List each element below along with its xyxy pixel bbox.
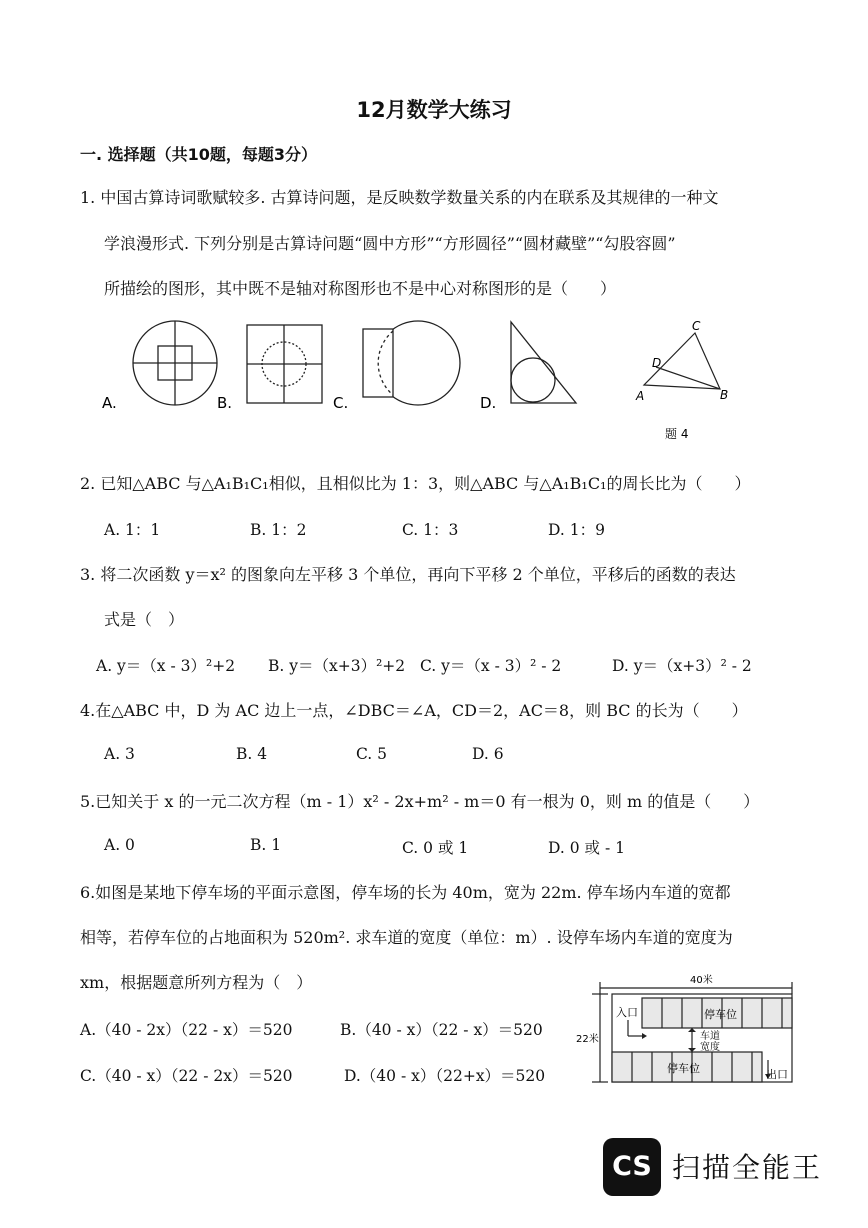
q3-option-d: D. y＝（x+3）² - 2 bbox=[612, 657, 752, 675]
section-heading: 一. 选择题（共10题，每题3分） bbox=[80, 145, 318, 164]
q6-option-a: A.（40 - 2x）（22 - x）＝520 bbox=[80, 1021, 293, 1039]
q3-option-a: A. y＝（x - 3）²+2 bbox=[96, 657, 236, 675]
figure-c-circle-wall bbox=[363, 321, 460, 405]
q1-line-2: 学浪漫形式. 下列分别是古算诗问题“圆中方形”“方形圆径”“圆材藏壁”“勾股容圆” bbox=[104, 234, 676, 253]
q2-option-a: A. 1：1 bbox=[104, 521, 161, 539]
q3-line-2: 式是（ ） bbox=[104, 610, 185, 629]
fig4-label-d: D bbox=[652, 356, 662, 370]
q3-option-b: B. y＝（x+3）²+2 bbox=[268, 657, 406, 675]
q1-option-d: D. bbox=[480, 394, 497, 412]
q5-stem: 5.已知关于 x 的一元二次方程（m - 1）x² - 2x+m² - m＝0 有一根为 0，则 m 的值是（ ） bbox=[80, 792, 760, 811]
parking-spot-label-bottom: 停车位 bbox=[667, 1062, 700, 1075]
fig4-label-c: C bbox=[692, 319, 701, 333]
page-title: 12月数学大练习 bbox=[356, 98, 512, 122]
q2-option-b: B. 1：2 bbox=[250, 521, 307, 539]
parking-entrance-label: 入口 bbox=[616, 1006, 638, 1019]
figure-a-circle-square bbox=[133, 321, 217, 405]
q1-option-a: A. bbox=[102, 394, 117, 412]
q2-stem: 2. 已知△ABC 与△A₁B₁C₁相似，且相似比为 1：3，则△ABC 与△A₁B₁C₁的周长比为（ ） bbox=[80, 474, 751, 493]
q4-option-c: C. 5 bbox=[356, 745, 388, 763]
q6-option-c: C.（40 - x）（22 - 2x）＝520 bbox=[80, 1067, 293, 1085]
q1-option-c: C. bbox=[333, 394, 349, 412]
parking-exit-label: 出口 bbox=[766, 1068, 788, 1081]
parking-lot-diagram bbox=[572, 968, 802, 1088]
q1-figures bbox=[96, 316, 746, 446]
q6-line-1: 6.如图是某地下停车场的平面示意图，停车场的长为 40m，宽为 22m. 停车场内车道的宽都 bbox=[80, 883, 731, 902]
q4-option-b: B. 4 bbox=[236, 745, 268, 763]
fig4-label-a: A bbox=[636, 389, 645, 403]
fig4-label-b: B bbox=[720, 388, 729, 402]
q4-option-d: D. 6 bbox=[472, 745, 504, 763]
q6-line-3: xm，根据题意所列方程为（ ） bbox=[80, 973, 313, 992]
q4-option-a: A. 3 bbox=[104, 745, 135, 763]
q3-line-1: 3. 将二次函数 y＝x² 的图象向左平移 3 个单位，再向下平移 2 个单位，平移后的函数的表达 bbox=[80, 565, 736, 584]
q2-option-c: C. 1：3 bbox=[402, 521, 459, 539]
q5-option-b: B. 1 bbox=[250, 836, 282, 854]
parking-width-label: 22米 bbox=[576, 1034, 599, 1045]
figure-b-square-circle bbox=[247, 325, 322, 403]
figure-d-triangle-circle bbox=[511, 322, 576, 403]
parking-lane-label-1: 车道 bbox=[700, 1031, 720, 1042]
q1-option-b: B. bbox=[217, 394, 233, 412]
q1-line-1: 1. 中国古算诗词歌赋较多. 古算诗问题，是反映数学数量关系的内在联系及其规律的一种文 bbox=[80, 188, 719, 207]
q4-stem: 4.在△ABC 中，D 为 AC 边上一点，∠DBC＝∠A，CD＝2，AC＝8，则 BC 的长为（ ） bbox=[80, 701, 748, 720]
parking-length-label: 40米 bbox=[690, 975, 713, 986]
q5-option-c: C. 0 或 1 bbox=[402, 839, 469, 857]
q5-option-d: D. 0 或 - 1 bbox=[548, 839, 625, 857]
fig4-caption: 题 4 bbox=[665, 427, 689, 441]
q5-option-a: A. 0 bbox=[104, 836, 135, 854]
q1-line-3: 所描绘的图形，其中既不是轴对称图形也不是中心对称图形的是（ ） bbox=[104, 279, 617, 298]
parking-lane-label-2: 宽度 bbox=[700, 1042, 720, 1053]
q2-option-d: D. 1：9 bbox=[548, 521, 605, 539]
q6-option-d: D.（40 - x）（22+x）＝520 bbox=[344, 1067, 546, 1085]
parking-spot-label-top: 停车位 bbox=[704, 1008, 737, 1021]
q6-option-b: B.（40 - x）（22 - x）＝520 bbox=[340, 1021, 543, 1039]
q6-line-2: 相等，若停车位的占地面积为 520m². 求车道的宽度（单位：m）. 设停车场内车道的宽度为 bbox=[80, 928, 733, 947]
camscanner-logo-icon: CS bbox=[603, 1138, 661, 1196]
camscanner-watermark-text: 扫描全能王 bbox=[672, 1151, 823, 1184]
q3-option-c: C. y＝（x - 3）² - 2 bbox=[420, 657, 562, 675]
